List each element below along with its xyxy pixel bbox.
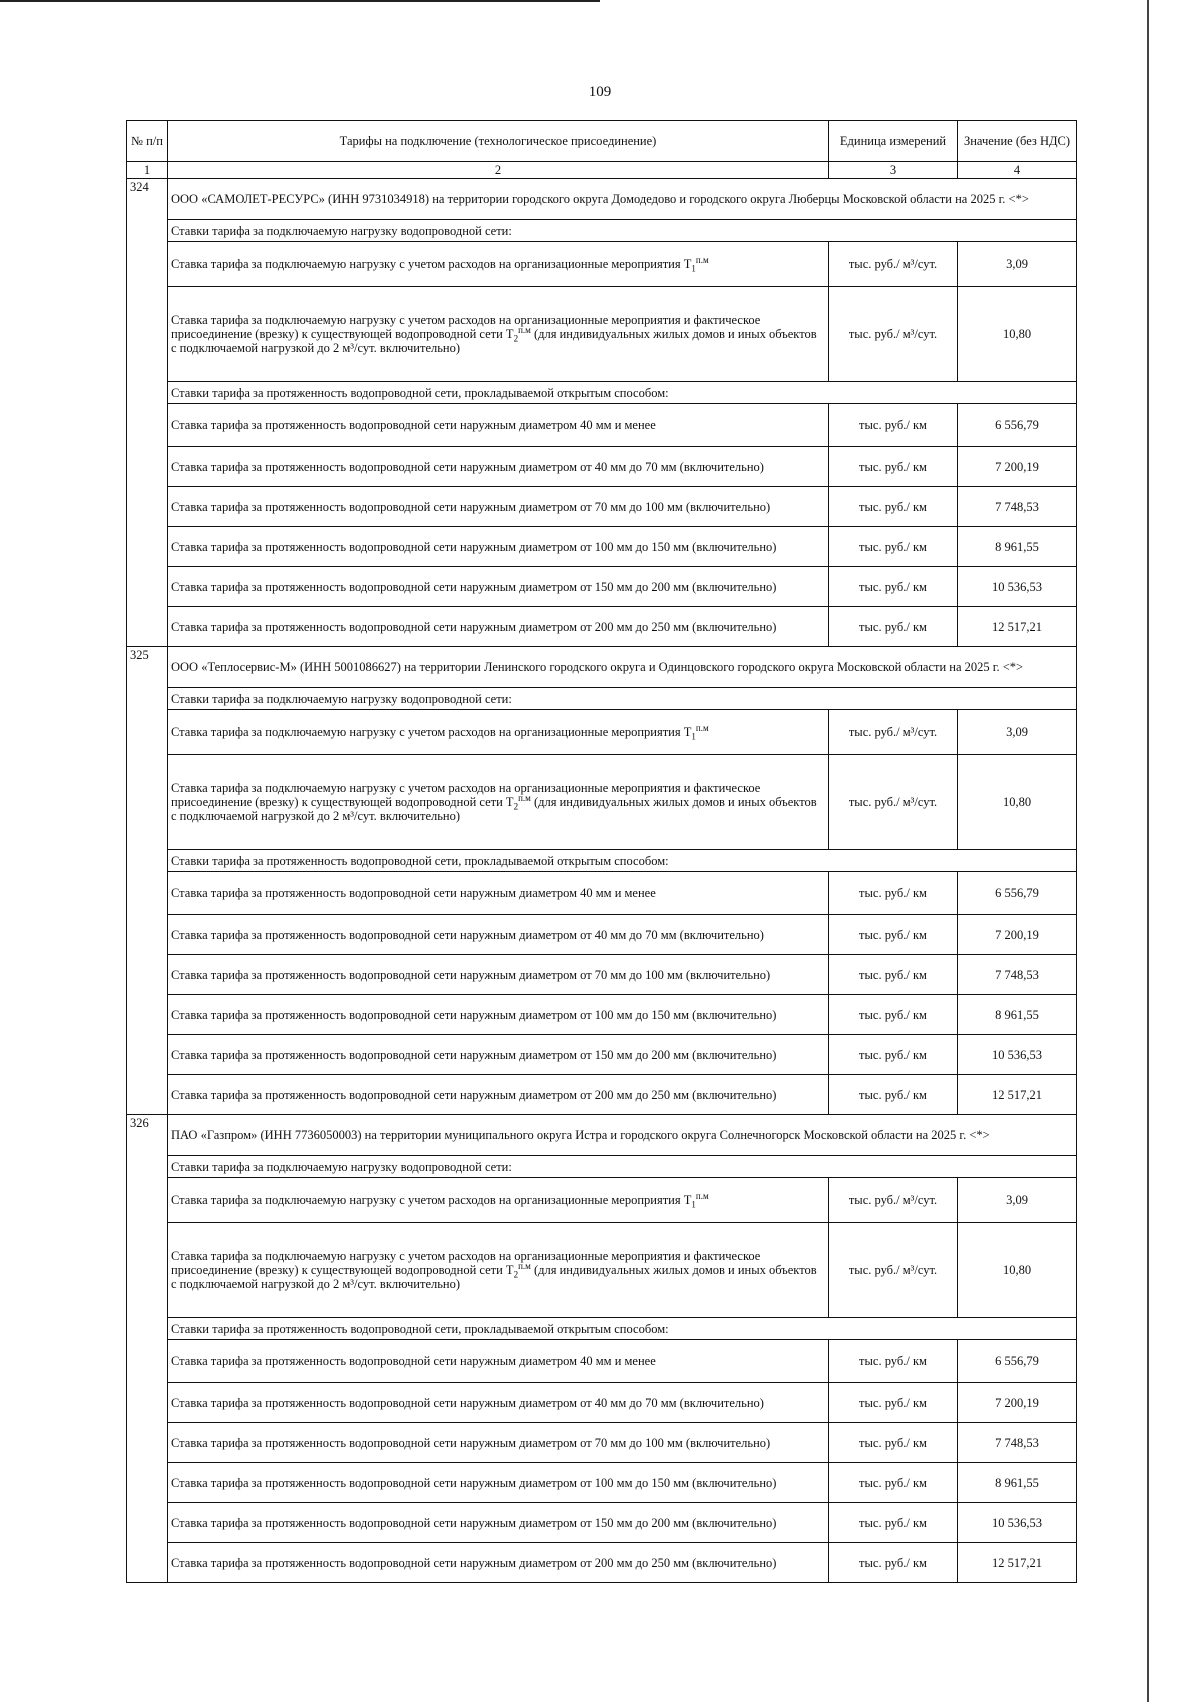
column-index: 1: [127, 162, 168, 179]
organization-row: [127, 179, 1077, 220]
organization-title: ПАО «Газпром» (ИНН 7736050003) на территории муниципального округа Истра и городского округа Солнечногорск Московской области на 2025 г. <*>: [168, 1115, 1077, 1156]
pipe-unit: тыс. руб./ км: [829, 1340, 958, 1383]
pipe-value: 8 961,55: [958, 527, 1077, 567]
section-length-title: Ставки тарифа за протяженность водопроводной сети, прокладываемой открытым способом:: [168, 382, 1077, 404]
tariff-row: [127, 755, 1077, 850]
tariff-unit: тыс. руб./ м³/сут.: [829, 755, 958, 850]
header-number: № п/п: [127, 121, 168, 162]
page-number: 109: [588, 84, 612, 100]
tariff-unit: тыс. руб./ м³/сут.: [829, 287, 958, 382]
pipe-description: Ставка тарифа за протяженность водопроводной сети наружным диаметром от 70 мм до 100 мм (включительно): [168, 487, 829, 527]
pipe-description: Ставка тарифа за протяженность водопроводной сети наружным диаметром от 70 мм до 100 мм (включительно): [168, 1423, 829, 1463]
pipe-tariff-row: [127, 995, 1077, 1035]
pipe-unit: тыс. руб./ км: [829, 955, 958, 995]
tariff-value: 3,09: [958, 242, 1077, 287]
tariff-row: [127, 1223, 1077, 1318]
tariff-value: 10,80: [958, 287, 1077, 382]
pipe-unit: тыс. руб./ км: [829, 487, 958, 527]
pipe-unit: тыс. руб./ км: [829, 995, 958, 1035]
pipe-description: Ставка тарифа за протяженность водопроводной сети наружным диаметром от 200 мм до 250 мм (включительно): [168, 1075, 829, 1115]
column-index: 2: [168, 162, 829, 179]
pipe-value: 7 200,19: [958, 447, 1077, 487]
header-row: [127, 121, 1077, 162]
header-tariffs: Тарифы на подключение (технологическое присоединение): [168, 121, 829, 162]
section-row: [127, 688, 1077, 710]
pipe-tariff-row: [127, 567, 1077, 607]
scan-right-edge: [1147, 0, 1149, 1702]
pipe-value: 12 517,21: [958, 1075, 1077, 1115]
pipe-description: Ставка тарифа за протяженность водопроводной сети наружным диаметром от 40 мм до 70 мм (включительно): [168, 1383, 829, 1423]
section-load-title: Ставки тарифа за подключаемую нагрузку водопроводной сети:: [168, 220, 1077, 242]
tariff-value: 10,80: [958, 755, 1077, 850]
tariff-table: [126, 120, 1077, 1583]
tariff-unit: тыс. руб./ м³/сут.: [829, 242, 958, 287]
pipe-value: 7 748,53: [958, 487, 1077, 527]
pipe-value: 10 536,53: [958, 567, 1077, 607]
pipe-value: 10 536,53: [958, 1035, 1077, 1075]
tariff-row: [127, 1178, 1077, 1223]
row-number: 324: [127, 179, 168, 647]
pipe-tariff-row: [127, 527, 1077, 567]
pipe-tariff-row: [127, 487, 1077, 527]
pipe-unit: тыс. руб./ км: [829, 1075, 958, 1115]
tariff-row: [127, 242, 1077, 287]
pipe-tariff-row: [127, 1340, 1077, 1383]
section-row: [127, 1156, 1077, 1178]
pipe-description: Ставка тарифа за протяженность водопроводной сети наружным диаметром от 100 мм до 150 мм (включительно): [168, 1463, 829, 1503]
pipe-value: 7 200,19: [958, 1383, 1077, 1423]
section-row: [127, 1318, 1077, 1340]
pipe-tariff-row: [127, 872, 1077, 915]
pipe-description: Ставка тарифа за протяженность водопроводной сети наружным диаметром от 150 мм до 200 мм (включительно): [168, 1503, 829, 1543]
column-index: 4: [958, 162, 1077, 179]
pipe-value: 7 748,53: [958, 955, 1077, 995]
tariff-description: Ставка тарифа за подключаемую нагрузку с учетом расходов на организационные мероприятия и фактическое присоединение (врезку) к существующей водопроводной сети $T_2^{п.м}$ (для индивидуальных жилых домов и иных объектов с подключаемой нагрузкой до 2 м³/сут. включительно): [168, 287, 829, 382]
header-value: Значение (без НДС): [958, 121, 1077, 162]
pipe-tariff-row: [127, 1463, 1077, 1503]
tariff-value: 3,09: [958, 1178, 1077, 1223]
pipe-unit: тыс. руб./ км: [829, 915, 958, 955]
pipe-unit: тыс. руб./ км: [829, 447, 958, 487]
pipe-unit: тыс. руб./ км: [829, 567, 958, 607]
section-row: [127, 382, 1077, 404]
pipe-description: Ставка тарифа за протяженность водопроводной сети наружным диаметром от 200 мм до 250 мм (включительно): [168, 607, 829, 647]
column-index-row: [127, 162, 1077, 179]
section-load-title: Ставки тарифа за подключаемую нагрузку водопроводной сети:: [168, 1156, 1077, 1178]
pipe-value: 10 536,53: [958, 1503, 1077, 1543]
organization-title: ООО «САМОЛЕТ-РЕСУРС» (ИНН 9731034918) на территории городского округа Домодедово и городского округа Люберцы Московской области на 2025 г. <*>: [168, 179, 1077, 220]
pipe-tariff-row: [127, 955, 1077, 995]
section-row: [127, 220, 1077, 242]
pipe-description: Ставка тарифа за протяженность водопроводной сети наружным диаметром от 40 мм до 70 мм (включительно): [168, 447, 829, 487]
section-row: [127, 850, 1077, 872]
organization-row: [127, 1115, 1077, 1156]
pipe-tariff-row: [127, 1503, 1077, 1543]
pipe-value: 12 517,21: [958, 1543, 1077, 1583]
pipe-unit: тыс. руб./ км: [829, 1503, 958, 1543]
pipe-unit: тыс. руб./ км: [829, 527, 958, 567]
tariff-unit: тыс. руб./ м³/сут.: [829, 710, 958, 755]
row-number: 325: [127, 647, 168, 1115]
tariff-row: [127, 287, 1077, 382]
section-load-title: Ставки тарифа за подключаемую нагрузку водопроводной сети:: [168, 688, 1077, 710]
tariff-description: Ставка тарифа за подключаемую нагрузку с учетом расходов на организационные мероприятия $T_1^{п.м}$: [168, 1178, 829, 1223]
pipe-unit: тыс. руб./ км: [829, 1423, 958, 1463]
pipe-description: Ставка тарифа за протяженность водопроводной сети наружным диаметром от 40 мм до 70 мм (включительно): [168, 915, 829, 955]
pipe-description: Ставка тарифа за протяженность водопроводной сети наружным диаметром от 100 мм до 150 мм (включительно): [168, 995, 829, 1035]
pipe-value: 8 961,55: [958, 1463, 1077, 1503]
pipe-description: Ставка тарифа за протяженность водопроводной сети наружным диаметром от 150 мм до 200 мм (включительно): [168, 567, 829, 607]
pipe-value: 8 961,55: [958, 995, 1077, 1035]
pipe-tariff-row: [127, 447, 1077, 487]
pipe-tariff-row: [127, 1075, 1077, 1115]
pipe-tariff-row: [127, 1035, 1077, 1075]
pipe-description: Ставка тарифа за протяженность водопроводной сети наружным диаметром 40 мм и менее: [168, 404, 829, 447]
pipe-tariff-row: [127, 1543, 1077, 1583]
pipe-value: 7 748,53: [958, 1423, 1077, 1463]
pipe-value: 6 556,79: [958, 404, 1077, 447]
pipe-value: 12 517,21: [958, 607, 1077, 647]
pipe-description: Ставка тарифа за протяженность водопроводной сети наружным диаметром 40 мм и менее: [168, 1340, 829, 1383]
pipe-tariff-row: [127, 1383, 1077, 1423]
organization-row: [127, 647, 1077, 688]
tariff-description: Ставка тарифа за подключаемую нагрузку с учетом расходов на организационные мероприятия и фактическое присоединение (врезку) к существующей водопроводной сети $T_2^{п.м}$ (для индивидуальных жилых домов и иных объектов с подключаемой нагрузкой до 2 м³/сут. включительно): [168, 755, 829, 850]
pipe-value: 6 556,79: [958, 872, 1077, 915]
pipe-unit: тыс. руб./ км: [829, 1383, 958, 1423]
column-index: 3: [829, 162, 958, 179]
tariff-unit: тыс. руб./ м³/сут.: [829, 1178, 958, 1223]
pipe-tariff-row: [127, 404, 1077, 447]
pipe-tariff-row: [127, 1423, 1077, 1463]
tariff-row: [127, 710, 1077, 755]
pipe-description: Ставка тарифа за протяженность водопроводной сети наружным диаметром от 70 мм до 100 мм (включительно): [168, 955, 829, 995]
scan-top-edge: [0, 0, 600, 2]
pipe-unit: тыс. руб./ км: [829, 1543, 958, 1583]
pipe-description: Ставка тарифа за протяженность водопроводной сети наружным диаметром от 100 мм до 150 мм (включительно): [168, 527, 829, 567]
pipe-unit: тыс. руб./ км: [829, 607, 958, 647]
tariff-value: 10,80: [958, 1223, 1077, 1318]
section-length-title: Ставки тарифа за протяженность водопроводной сети, прокладываемой открытым способом:: [168, 850, 1077, 872]
pipe-tariff-row: [127, 607, 1077, 647]
tariff-description: Ставка тарифа за подключаемую нагрузку с учетом расходов на организационные мероприятия $T_1^{п.м}$: [168, 710, 829, 755]
organization-title: ООО «Теплосервис-М» (ИНН 5001086627) на территории Ленинского городского округа и Одинцовского городского округа Московской области на 2025 г. <*>: [168, 647, 1077, 688]
row-number: 326: [127, 1115, 168, 1583]
header-unit: Единица измерений: [829, 121, 958, 162]
tariff-value: 3,09: [958, 710, 1077, 755]
tariff-body: [127, 179, 1077, 1583]
tariff-description: Ставка тарифа за подключаемую нагрузку с учетом расходов на организационные мероприятия $T_1^{п.м}$: [168, 242, 829, 287]
section-length-title: Ставки тарифа за протяженность водопроводной сети, прокладываемой открытым способом:: [168, 1318, 1077, 1340]
pipe-value: 7 200,19: [958, 915, 1077, 955]
pipe-unit: тыс. руб./ км: [829, 1035, 958, 1075]
pipe-unit: тыс. руб./ км: [829, 872, 958, 915]
pipe-value: 6 556,79: [958, 1340, 1077, 1383]
pipe-unit: тыс. руб./ км: [829, 404, 958, 447]
pipe-description: Ставка тарифа за протяженность водопроводной сети наружным диаметром от 200 мм до 250 мм (включительно): [168, 1543, 829, 1583]
pipe-description: Ставка тарифа за протяженность водопроводной сети наружным диаметром от 150 мм до 200 мм (включительно): [168, 1035, 829, 1075]
tariff-description: Ставка тарифа за подключаемую нагрузку с учетом расходов на организационные мероприятия и фактическое присоединение (врезку) к существующей водопроводной сети $T_2^{п.м}$ (для индивидуальных жилых домов и иных объектов с подключаемой нагрузкой до 2 м³/сут. включительно): [168, 1223, 829, 1318]
pipe-tariff-row: [127, 915, 1077, 955]
pipe-description: Ставка тарифа за протяженность водопроводной сети наружным диаметром 40 мм и менее: [168, 872, 829, 915]
pipe-unit: тыс. руб./ км: [829, 1463, 958, 1503]
tariff-unit: тыс. руб./ м³/сут.: [829, 1223, 958, 1318]
